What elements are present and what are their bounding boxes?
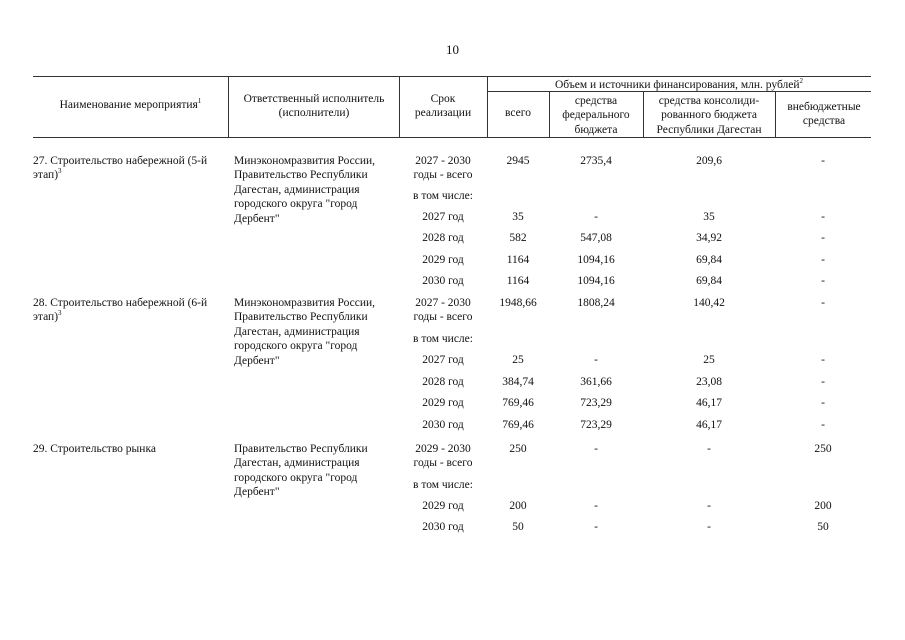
table-row-term: 2027 - 2030 годы - всего [413, 297, 473, 324]
year-row-label: 2028 год [422, 376, 464, 388]
year-row-consolidated: 25 [703, 354, 715, 366]
year-row-consolidated: 23,08 [696, 376, 722, 388]
header-divider [775, 91, 776, 137]
year-row-label: 2030 год [422, 419, 464, 431]
table-row-responsible: Минэкономразвития России, Правительство Республики Дагестан, администрация городского округа "город Дербент" [234, 155, 376, 225]
header-extra: внебюджетные средства [787, 101, 861, 128]
table-row-including: в том числе: [413, 479, 473, 491]
header-name: Наименование мероприятия$^1$ [59, 97, 202, 111]
year-row-federal: 1094,16 [577, 254, 615, 266]
year-row-total: 25 [512, 354, 524, 366]
year-row-consolidated: - [707, 500, 711, 512]
table-row-extra: - [821, 297, 825, 309]
year-row-total: 384,74 [502, 376, 534, 388]
table-row-term: 2027 - 2030 годы - всего [413, 155, 473, 182]
year-row-total: 35 [512, 211, 524, 223]
year-row-label: 2029 год [422, 254, 464, 266]
header-funding: Объем и источники финансирования, млн. рублей$^2$ [554, 77, 804, 91]
table-row-name: 28. Строительство набережной (6-й этап)$^3$ [33, 297, 208, 324]
year-row-extra: 50 [817, 521, 829, 533]
table-row-including: в том числе: [413, 190, 473, 202]
year-row-federal: - [594, 211, 598, 223]
year-row-label: 2029 год [422, 500, 464, 512]
year-row-extra: - [821, 376, 825, 388]
header-divider [228, 76, 229, 137]
page-number: 10 [446, 42, 459, 57]
year-row-total: 200 [509, 500, 527, 512]
year-row-consolidated: 69,84 [696, 254, 722, 266]
table-row-consolidated: 209,6 [696, 155, 722, 167]
year-row-extra: - [821, 354, 825, 366]
header-total: всего [505, 107, 531, 119]
year-row-consolidated: 69,84 [696, 275, 722, 287]
year-row-extra: - [821, 275, 825, 287]
table-row-total: 1948,66 [499, 297, 537, 309]
table-row-extra: - [821, 155, 825, 167]
table-row-responsible: Правительство Республики Дагестан, администрация городского округа "город Дербент" [234, 443, 368, 499]
table-row-responsible: Минэкономразвития России, Правительство Республики Дагестан, администрация городского округа "город Дербент" [234, 297, 376, 367]
year-row-total: 769,46 [502, 419, 534, 431]
year-row-label: 2028 год [422, 232, 464, 244]
year-row-extra: - [821, 211, 825, 223]
year-row-federal: 723,29 [580, 419, 612, 431]
table-row-federal: 1808,24 [577, 297, 615, 309]
year-row-total: 1164 [506, 275, 530, 287]
year-row-extra: - [821, 232, 825, 244]
table-row-term: 2029 - 2030 годы - всего [413, 443, 473, 470]
year-row-label: 2027 год [422, 354, 464, 366]
header-consolidated: средства консолиди-рованного бюджета Республики Дагестан [656, 95, 762, 136]
table-row-extra: 250 [814, 443, 832, 455]
year-row-federal: - [594, 354, 598, 366]
year-row-extra: - [821, 419, 825, 431]
year-row-label: 2027 год [422, 211, 464, 223]
year-row-federal: - [594, 500, 598, 512]
year-row-federal: 361,66 [580, 376, 612, 388]
table-row-name: 29. Строительство рынка [33, 443, 156, 455]
year-row-consolidated: 35 [703, 211, 715, 223]
year-row-label: 2030 год [422, 521, 464, 533]
table-top-rule [33, 76, 871, 77]
year-row-consolidated: 46,17 [696, 397, 722, 409]
year-row-total: 50 [512, 521, 524, 533]
year-row-consolidated: 34,92 [696, 232, 722, 244]
table-row-name: 27. Строительство набережной (5-й этап)$^3$ [33, 155, 208, 182]
table-row-federal: 2735,4 [580, 155, 612, 167]
year-row-federal: - [594, 521, 598, 533]
header-federal: средства федерального бюджета [562, 95, 630, 136]
year-row-federal: 723,29 [580, 397, 612, 409]
year-row-federal: 547,08 [580, 232, 612, 244]
table-row-consolidated: 140,42 [693, 297, 725, 309]
table-row-consolidated: - [707, 443, 711, 455]
table-row-total: 2945 [506, 155, 530, 167]
header-divider [643, 91, 644, 137]
header-divider [549, 91, 550, 137]
header-term: Срок реализации [414, 93, 472, 120]
year-row-extra: - [821, 397, 825, 409]
year-row-extra: - [821, 254, 825, 266]
year-row-extra: 200 [814, 500, 832, 512]
year-row-total: 582 [509, 232, 527, 244]
year-row-federal: 1094,16 [577, 275, 615, 287]
table-row-federal: - [594, 443, 598, 455]
year-row-label: 2029 год [422, 397, 464, 409]
header-divider [399, 76, 400, 137]
header-bottom-rule [33, 137, 871, 138]
year-row-consolidated: 46,17 [696, 419, 722, 431]
year-row-label: 2030 год [422, 275, 464, 287]
year-row-total: 769,46 [502, 397, 534, 409]
header-responsible: Ответственный исполнитель (исполнители) [243, 93, 385, 120]
table-row-including: в том числе: [413, 333, 473, 345]
year-row-total: 1164 [506, 254, 530, 266]
table-row-total: 250 [509, 443, 527, 455]
year-row-consolidated: - [707, 521, 711, 533]
